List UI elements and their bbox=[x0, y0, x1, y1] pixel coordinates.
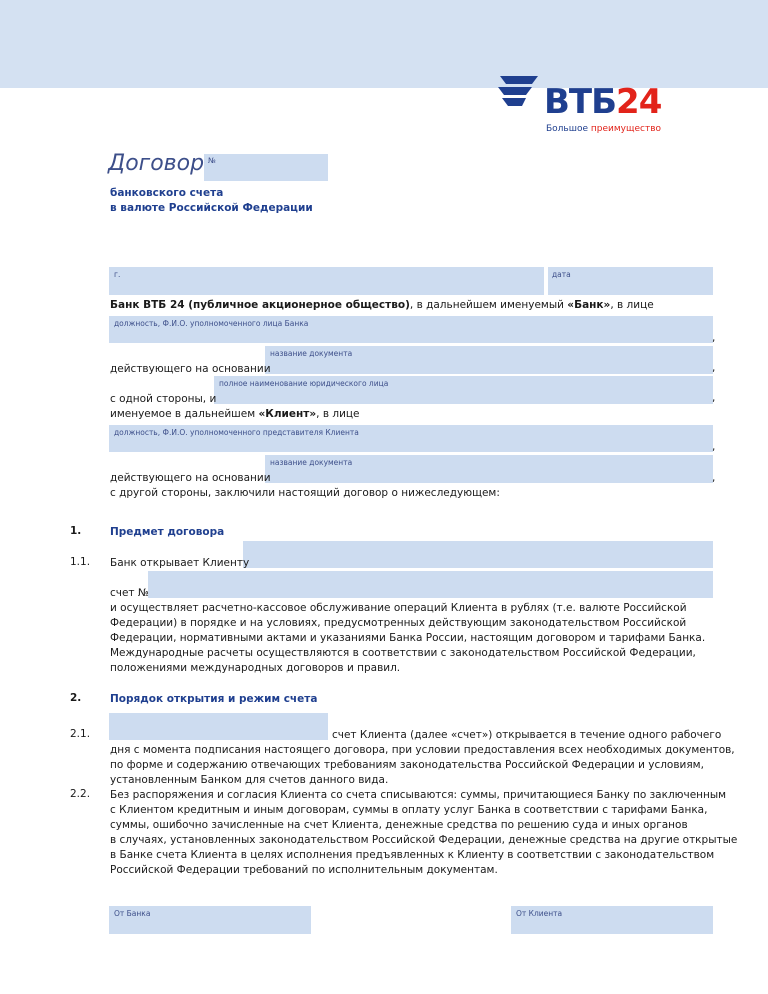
s1-line: Международные расчеты осуществляются в соответствии с законодательством Российской Федерации, bbox=[110, 647, 696, 659]
bank-basis-doc-label: название документа bbox=[270, 349, 353, 358]
comma-2: , bbox=[712, 362, 716, 374]
bank-person-label: должность, Ф.И.О. уполномоченного лица Банка bbox=[114, 319, 309, 328]
contract-number-field[interactable] bbox=[204, 154, 328, 181]
acting-basis-2: действующего на основании bbox=[110, 472, 271, 484]
c22-line: Российской Федерации требований по исполнительным документам. bbox=[110, 864, 498, 876]
client-basis-doc-label: название документа bbox=[270, 458, 353, 467]
bank-alias: «Банк» bbox=[567, 299, 611, 311]
s1-line: Федерации) в порядке и на условиях, предусмотренных действующим законодательством Российской bbox=[110, 617, 687, 629]
subtitle-line-1: банковского счета bbox=[110, 187, 224, 199]
subtitle-line-2: в валюте Российской Федерации bbox=[110, 202, 313, 214]
c22-line: с Клиентом кредитным и иным договорам, суммы в оплату услуг Банка в соответствии с тарифами Банка, bbox=[110, 804, 708, 816]
client-named-b: , в лице bbox=[316, 408, 360, 420]
bank-end: , в лице bbox=[610, 299, 654, 311]
account-type-field[interactable] bbox=[243, 541, 713, 568]
client-alias: «Клиент» bbox=[258, 408, 317, 420]
c21-line: установленным Банком для счетов данного вида. bbox=[110, 774, 389, 786]
bank-signature-label: От Банка bbox=[114, 909, 151, 918]
bank-line bbox=[110, 298, 654, 313]
opens-text: Банк открывает Клиенту bbox=[110, 557, 250, 569]
c22-line: в случаях, установленных законодательством Российской Федерации, денежные средства на другие открытые bbox=[110, 834, 738, 846]
city-field[interactable] bbox=[109, 267, 544, 295]
number-label: № bbox=[208, 156, 216, 165]
clause-2-1-number: 2.1. bbox=[70, 728, 91, 740]
comma-4: , bbox=[712, 441, 716, 453]
section-2-number: 2. bbox=[70, 692, 82, 704]
bank-mid: , в дальнейшем именуемый bbox=[409, 299, 568, 311]
client-name-label: полное наименование юридического лица bbox=[219, 379, 389, 388]
c22-line: Без распоряжения и согласия Клиента со счета списываются: суммы, причитающиеся Банку по заключенным bbox=[110, 789, 727, 801]
document-title: Договор bbox=[108, 151, 205, 176]
other-side-text: с другой стороны, заключили настоящий договор о нижеследующем: bbox=[110, 487, 500, 499]
s1-line: Федерации, нормативными актами и указаниями Банка России, настоящим договором и тарифами Банка. bbox=[110, 632, 706, 644]
account-kind-field[interactable] bbox=[109, 713, 328, 740]
logo-brand-b: 24 bbox=[616, 82, 662, 122]
one-side-text: с одной стороны, и bbox=[110, 393, 217, 405]
section-1-title: Предмет договора bbox=[110, 526, 225, 538]
city-label: г. bbox=[114, 270, 121, 279]
logo-tagline-b: преимущество bbox=[590, 124, 662, 134]
bank-name: Банк ВТБ 24 (публичное акционерное общество) bbox=[110, 299, 410, 311]
vtb24-logo bbox=[496, 74, 686, 140]
comma-1: , bbox=[712, 332, 716, 344]
logo-tagline-a: Большое bbox=[546, 124, 591, 134]
client-signature-label: От Клиента bbox=[516, 909, 563, 918]
client-named-line bbox=[110, 407, 360, 422]
clause-2-2-number: 2.2. bbox=[70, 788, 91, 800]
clause-1-1-number: 1.1. bbox=[70, 556, 91, 568]
client-person-label: должность, Ф.И.О. уполномоченного представителя Клиента bbox=[114, 428, 359, 437]
date-label: дата bbox=[552, 270, 571, 279]
vtb-wave-icon bbox=[496, 74, 540, 110]
section-1-number: 1. bbox=[70, 525, 82, 537]
clause-2-1-first: счет Клиента (далее «счет») открывается в течение одного рабочего bbox=[332, 729, 722, 741]
logo-brand-a: ВТБ bbox=[544, 82, 617, 122]
comma-5: , bbox=[712, 472, 716, 484]
c22-line: суммы, ошибочно зачисленные на счет Клиента, денежные средства по решению суда и иных органов bbox=[110, 819, 688, 831]
c21-line: дня с момента подписания настоящего договора, при условии предоставления всех необходимых документов, bbox=[110, 744, 735, 756]
account-label: счет № bbox=[110, 587, 149, 599]
s1-line: и осуществляет расчетно-кассовое обслуживание операций Клиента в рублях (т.е. валюте Российской bbox=[110, 602, 687, 614]
s1-line: положениями международных договоров и правил. bbox=[110, 662, 401, 674]
account-number-field[interactable] bbox=[148, 571, 713, 598]
c22-line: в Банке счета Клиента в целях исполнения предъявленных к Клиенту в соответствии с законодательством bbox=[110, 849, 715, 861]
c21-line: по форме и содержанию отвечающих требованиям законодательства Российской Федерации и условиям, bbox=[110, 759, 704, 771]
client-named-a: именуемое в дальнейшем bbox=[110, 408, 259, 420]
section-2-title: Порядок открытия и режим счета bbox=[110, 693, 318, 705]
comma-3: , bbox=[712, 392, 716, 404]
date-field[interactable] bbox=[548, 267, 713, 295]
acting-basis-1: действующего на основании bbox=[110, 363, 271, 375]
